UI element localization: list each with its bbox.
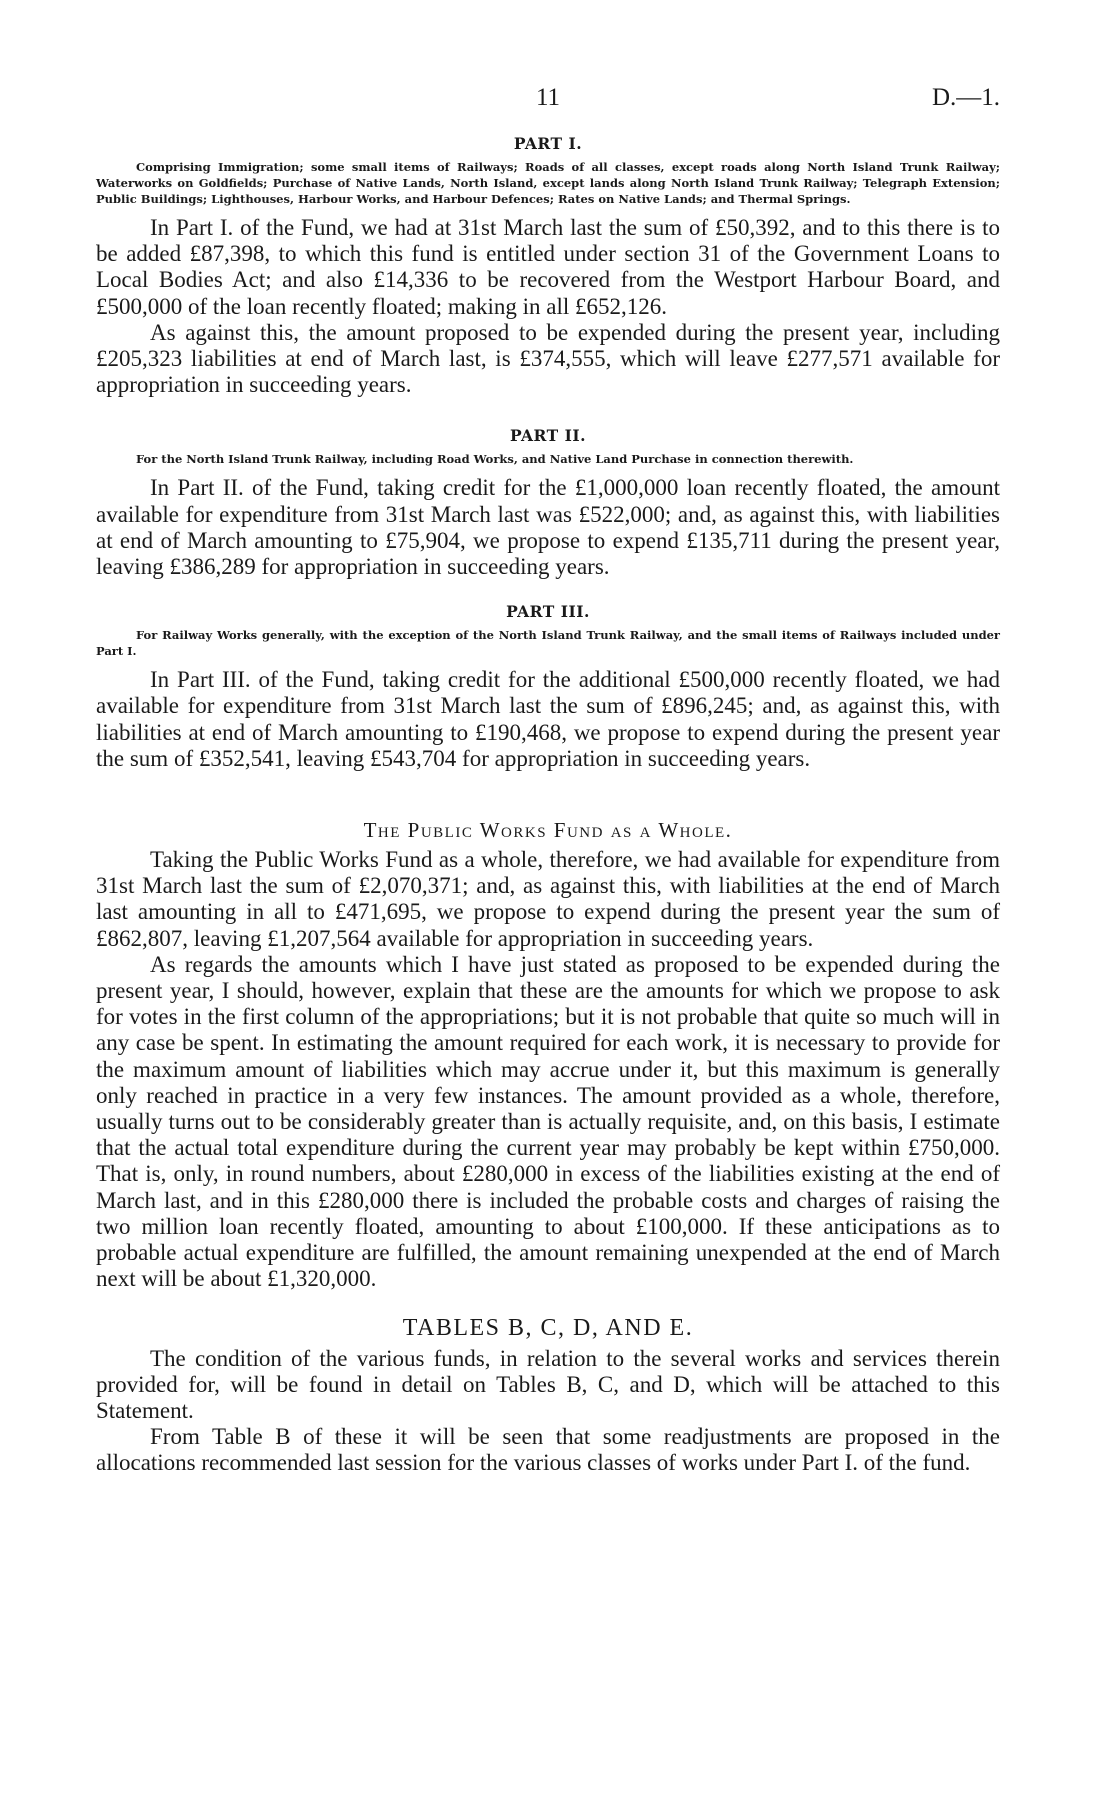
whole-fund-paragraph: Taking the Public Works Fund as a whole, therefore, we had available for expenditure from 31st March last the sum of £2,070,371; and, as against this, with liabilities at the end of March last amounting in all to £471,695, we propose to expend during the present year the sum of £862,807, leaving £1,207,564 available for appropriation in succeeding years.: [96, 847, 1000, 951]
part-1-paragraph: As against this, the amount proposed to be expended during the present year, including £205,323 liabilities at end of March last, is £374,555, which will leave £277,571 available for appropriation in succeeding years.: [96, 319, 1000, 398]
part-3-paragraph: In Part III. of the Fund, taking credit for the additional £500,000 recently floated, we had available for expenditure from 31st March last the sum of £896,245; and, as against this, with liabilities at end of March amounting to £190,468, we propose to expend during the present year the sum of £352,541, leaving £543,704 for appropriation in succeeding years.: [96, 667, 1000, 771]
page-number: 11: [535, 84, 561, 111]
tables-paragraph: The condition of the various funds, in relation to the several works and services therein provided for, will be found in detail on Tables B, C, and D, which will be attached to this Statement.: [96, 1345, 1000, 1423]
page-content: [96, 134, 1000, 1477]
page-header: [96, 84, 1000, 118]
document-code: D.—1.: [931, 84, 1000, 111]
part-2-heading: PART II.: [510, 426, 586, 446]
whole-fund-paragraph: As regards the amounts which I have just stated as proposed to be expended during the present year, I should, however, explain that these are the amounts for which we propose to ask for votes in the first column of the appropriations; but it is not probable that quite so much will in any case be spent. In estimating the amount required for each work, it is necessary to provide for the maximum amount of liabilities which may accrue under it, but this maximum is generally only reached in practice in a very few instances. The amount provided as a whole, therefore, usually turns out to be considerably greater than is actually requisite, and, on this basis, I estimate that the actual total expenditure during the current year may probably be kept within £750,000. That is, only, in round numbers, about £280,000 in excess of the liabilities existing at the end of March last, and in this £280,000 there is included the probable costs and charges of raising the two million loan recently floated, amounting to about £100,000. If these anticipations as to probable actual expenditure are fulfilled, the amount remaining unexpended at the end of March next will be about £1,320,000.: [96, 951, 1000, 1292]
part-2-summary: [96, 451, 1000, 467]
tables-paragraph: From Table B of these it will be seen that some readjustments are proposed in the allocations recommended last session for the various classes of works under Part I. of the fund.: [96, 1424, 1000, 1476]
part-3-summary: [96, 627, 1000, 659]
part-2-summary-text: For the North Island Trunk Railway, including Road Works, and Native Land Purchase in connection therewith.: [136, 452, 854, 467]
whole-fund-title: The Public Works Fund as a Whole.: [363, 818, 733, 843]
part-3-summary-text: For Railway Works generally, with the exception of the North Island Trunk Railway, and the small items of Railways included under Part I.: [96, 628, 1000, 659]
tables-title: TABLES B, C, D, AND E.: [402, 1314, 694, 1341]
part-1-heading: PART I.: [513, 134, 583, 153]
part-3-heading: PART III.: [506, 602, 590, 622]
part-1-paragraph: In Part I. of the Fund, we had at 31st March last the sum of £50,392, and to this there is to be added £87,398, to which this fund is entitled under section 31 of the Government Loans to Local Bodies Act; and also £14,336 to be recovered from the Westport Harbour Board, and £500,000 of the loan recently floated; making in all £652,126.: [96, 215, 1000, 319]
part-2-paragraph: In Part II. of the Fund, taking credit for the £1,000,000 loan recently floated, the amount available for expenditure from 31st March last was £522,000; and, as against this, with liabilities at end of March amounting to £75,904, we propose to expend £135,711 during the present year, leaving £386,289 for appropriation in succeeding years.: [96, 475, 1000, 580]
part-1-summary-text: Comprising Immigration; some small items of Railways; Roads of all classes, except roads along North Island Trunk Railway; Waterworks on Goldfields; Purchase of Native Lands, North Island, except lands along North Island Trunk Railway; Telegraph Extension; Public Buildings; Lighthouses, Harbour Works, and Harbour Defences; Rates on Native Lands; and Thermal Springs.: [96, 160, 1000, 206]
part-1-summary: [96, 159, 1000, 207]
